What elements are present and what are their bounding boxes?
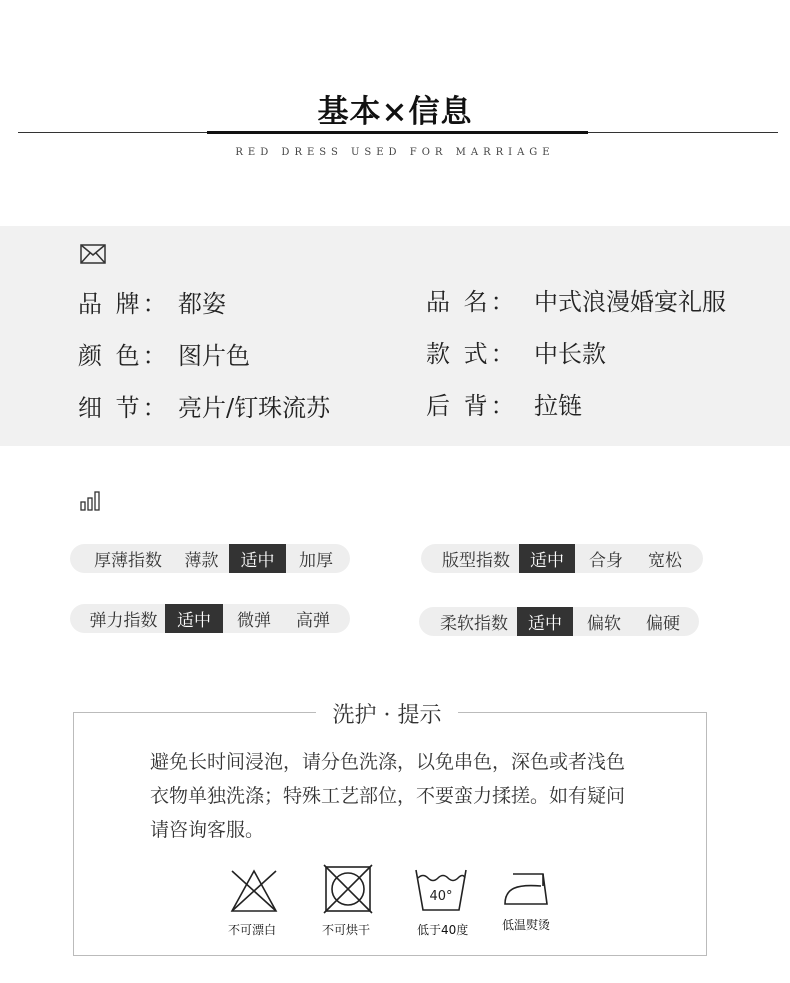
index-option-loose: 宽松	[648, 551, 682, 571]
info-label: 款 式：	[426, 340, 518, 368]
care-text-line: 衣物单独洗涤；特殊工艺部位，不要蛮力揉搓。如有疑问	[150, 785, 626, 807]
care-text-line: 避免长时间浸泡，请分色洗涤，以免串色，深色或者浅色	[150, 751, 626, 773]
bar-chart-icon	[80, 491, 102, 511]
info-label: 后 背：	[426, 392, 518, 420]
care-title: 洗护 · 提示	[316, 698, 458, 726]
low-iron-icon	[503, 866, 555, 910]
index-option-thin: 薄款	[184, 551, 219, 571]
no-bleach-icon	[229, 868, 279, 914]
care-label: 低于40度	[417, 923, 469, 937]
info-product-name	[426, 282, 726, 317]
title-underline	[207, 131, 588, 134]
info-value: 图片色	[178, 342, 250, 370]
info-label: 品 名：	[426, 288, 518, 316]
index-name: 厚薄指数	[94, 551, 162, 571]
fit-index	[421, 544, 703, 573]
info-value: 都姿	[178, 290, 226, 318]
index-option-fitted: 合身	[589, 551, 623, 571]
info-label: 细 节：	[78, 394, 170, 422]
care-label: 不可漂白	[228, 923, 277, 937]
care-text-line: 请咨询客服。	[150, 819, 265, 841]
info-value: 拉链	[534, 392, 582, 420]
index-option-stiff: 偏硬	[646, 614, 680, 634]
index-option-selected: 适中	[519, 544, 575, 573]
info-value: 中长款	[534, 340, 606, 368]
info-details	[78, 388, 330, 423]
index-name: 版型指数	[442, 551, 510, 571]
care-label: 不可烘干	[322, 923, 371, 937]
page-title: 基本×信息	[317, 94, 473, 130]
index-option-soft: 偏软	[587, 614, 621, 634]
index-option-thick: 加厚	[299, 551, 333, 571]
info-label: 颜 色：	[78, 342, 170, 370]
info-value: 亮片/钉珠流苏	[178, 394, 331, 422]
index-option-selected: 适中	[517, 607, 573, 636]
wash-temperature: 40°	[429, 889, 453, 904]
page-subtitle: RED DRESS USED FOR MARRIAGE	[235, 147, 555, 158]
elasticity-index	[70, 604, 350, 633]
info-value: 中式浪漫婚宴礼服	[534, 288, 726, 316]
softness-index	[419, 607, 699, 636]
info-brand	[78, 284, 226, 319]
index-option-selected: 适中	[229, 544, 286, 573]
index-name: 弹力指数	[89, 611, 158, 631]
wash-40-icon	[414, 866, 468, 914]
info-style	[426, 334, 606, 369]
index-option-slight-stretch: 微弹	[237, 611, 271, 631]
thickness-index	[70, 544, 350, 573]
care-label: 低温熨烫	[502, 918, 551, 932]
index-option-selected: 适中	[165, 604, 223, 633]
care-text	[150, 745, 650, 847]
index-option-high-stretch: 高弹	[296, 611, 330, 631]
envelope-icon	[80, 244, 106, 264]
info-color	[78, 336, 250, 371]
info-label: 品 牌：	[78, 290, 170, 318]
no-tumble-dry-icon	[323, 864, 373, 914]
index-name: 柔软指数	[440, 614, 508, 634]
info-back	[426, 386, 582, 421]
